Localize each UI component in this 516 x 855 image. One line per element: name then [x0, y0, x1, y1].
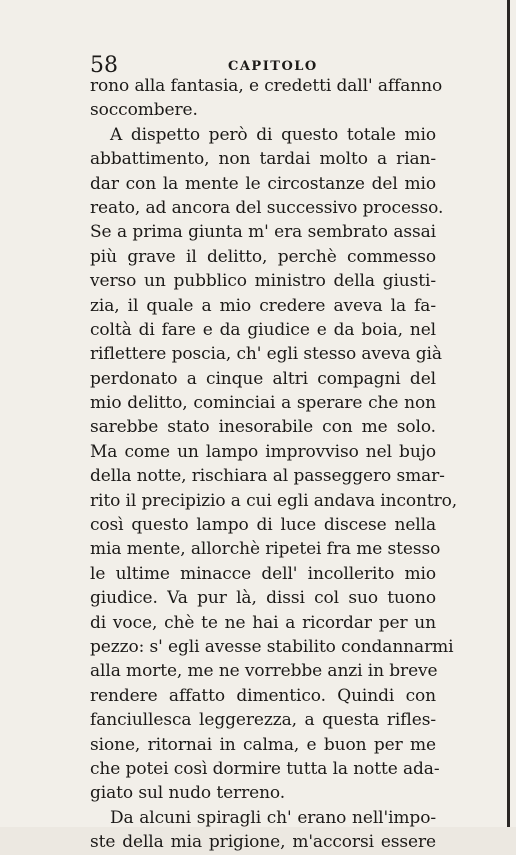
text-line: mia mente, allorchè ripetei fra me stesso: [90, 539, 441, 560]
text-line: le ultime minacce dell' incollerito mio: [90, 563, 436, 584]
text-line: zia, il quale a mio credere aveva la fa-: [90, 295, 436, 316]
running-head: CAPITOLO: [228, 59, 318, 74]
text-line: reato, ad ancora del successivo processo.: [90, 197, 444, 218]
text-line: ste della mia prigione, m'accorsi essere: [90, 832, 436, 853]
text-line: sione, ritornai in calma, e buon per me: [90, 734, 436, 755]
text-line: così questo lampo di luce discese nella: [90, 515, 436, 536]
text-line: più grave il delitto, perchè commesso: [90, 246, 436, 267]
text-line: che potei così dormire tutta la notte ada-: [90, 758, 440, 779]
text-line: perdonato a cinque altri compagni del: [90, 368, 436, 389]
text-line: giudice. Va pur là, dissi col suo tuono: [90, 588, 436, 609]
text-line: fanciullesca leggerezza, a questa rifles-: [90, 710, 436, 731]
text-line: riflettere poscia, ch' egli stesso aveva già: [90, 344, 442, 365]
text-line: Se a prima giunta m' era sembrato assai: [90, 222, 436, 243]
text-line: Da alcuni spiragli ch' erano nell'impo-: [110, 807, 436, 828]
text-line: verso un pubblico ministro della giusti-: [90, 271, 436, 292]
text-line: alla morte, me ne vorrebbe anzi in breve: [90, 661, 438, 682]
body-text: [90, 74, 458, 855]
text-line: rendere affatto dimentico. Quindi con: [90, 685, 436, 706]
text-line: sarebbe stato inesorabile con me solo.: [90, 417, 436, 438]
page-number: 58: [90, 53, 118, 78]
text-line: di voce, chè te ne hai a ricordar per un: [90, 612, 436, 633]
text-line: dar con la mente le circostanze del mio: [90, 173, 436, 194]
text-line: mio delitto, cominciai a sperare che non: [90, 393, 436, 414]
text-line: giato sul nudo terreno.: [90, 783, 286, 804]
text-line: della notte, rischiara al passeggero smar-: [90, 466, 445, 487]
text-line: soccombere.: [90, 100, 198, 121]
text-line: pezzo: s' egli avesse stabilito condannarmi: [90, 636, 454, 657]
text-line: rono alla fantasia, e credetti dall' affanno: [90, 76, 443, 96]
text-line: coltà di fare e da giudice e da boia, nel: [90, 319, 436, 340]
page-edge: [507, 0, 510, 827]
text-line: A dispetto però di questo totale mio: [110, 124, 436, 145]
text-line: abbattimento, non tardai molto a rian-: [90, 149, 436, 170]
text-line: Ma come un lampo improvviso nel bujo: [90, 441, 436, 462]
text-line: rito il precipizio a cui egli andava incontro,: [90, 490, 458, 511]
